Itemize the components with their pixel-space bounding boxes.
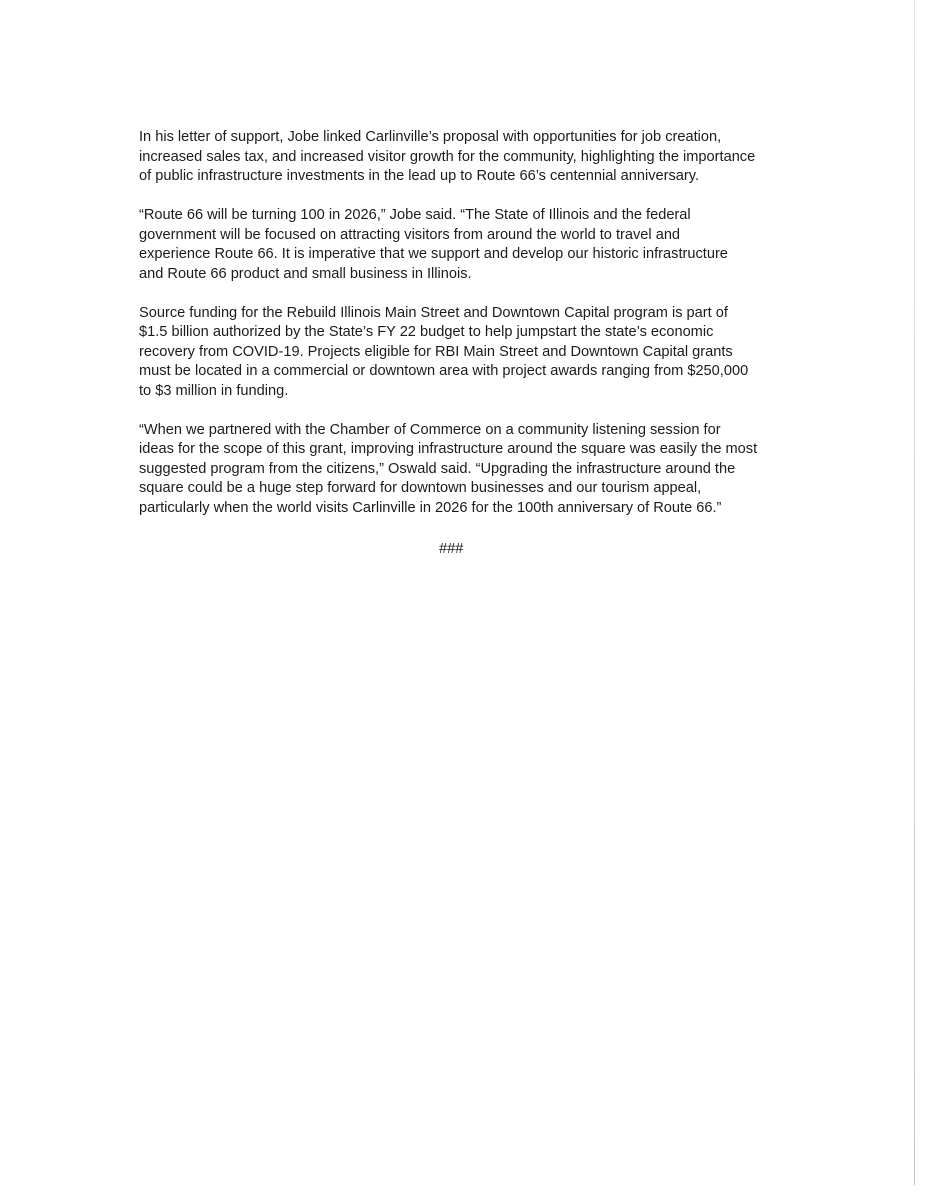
document-body [139,128,789,538]
paragraph-source-funding [139,304,789,402]
text-line: square could be a huge step forward for downtown businesses and our tourism appeal, [139,480,702,496]
text-line: and Route 66 product and small business in Illinois. [139,265,472,282]
text-line: “When we partnered with the Chamber of Commerce on a community listening session for [139,421,721,438]
text-line: $1.5 billion authorized by the State’s FY 22 budget to help jumpstart the state’s economic [139,324,714,340]
text-line: of public infrastructure investments in the lead up to Route 66’s centennial anniversary. [139,168,700,184]
text-line: Source funding for the Rebuild Illinois Main Street and Downtown Capital program is part of [139,304,728,321]
paragraph-letter-of-support [139,128,789,187]
scan-edge-line [914,0,915,1185]
text-line: particularly when the world visits Carlinville in 2026 for the 100th anniversary of Route 66.” [139,499,722,516]
paragraph-jobe-quote [139,206,789,284]
text-line: to $3 million in funding. [139,382,289,399]
text-line: “Route 66 will be turning 100 in 2026,” Jobe said. “The State of Illinois and the federal [139,207,691,223]
text-line: must be located in a commercial or downtown area with project awards ranging from $250,000 [139,363,749,379]
end-of-release-mark: ### [439,541,464,557]
text-line: In his letter of support, Jobe linked Carlinville’s proposal with opportunities for job creation, [139,129,722,145]
text-line: experience Route 66. It is imperative that we support and develop our historic infrastructure [139,246,728,262]
text-line: suggested program from the citizens,” Oswald said. “Upgrading the infrastructure around the [139,460,736,477]
text-line: ideas for the scope of this grant, improving infrastructure around the square was easily the most [139,441,758,457]
text-line: increased sales tax, and increased visitor growth for the community, highlighting the importance [139,148,756,165]
text-line: recovery from COVID-19. Projects eligible for RBI Main Street and Downtown Capital grants [139,343,733,360]
text-line: government will be focused on attracting visitors from around the world to travel and [139,226,681,243]
paragraph-oswald-quote [139,421,789,519]
